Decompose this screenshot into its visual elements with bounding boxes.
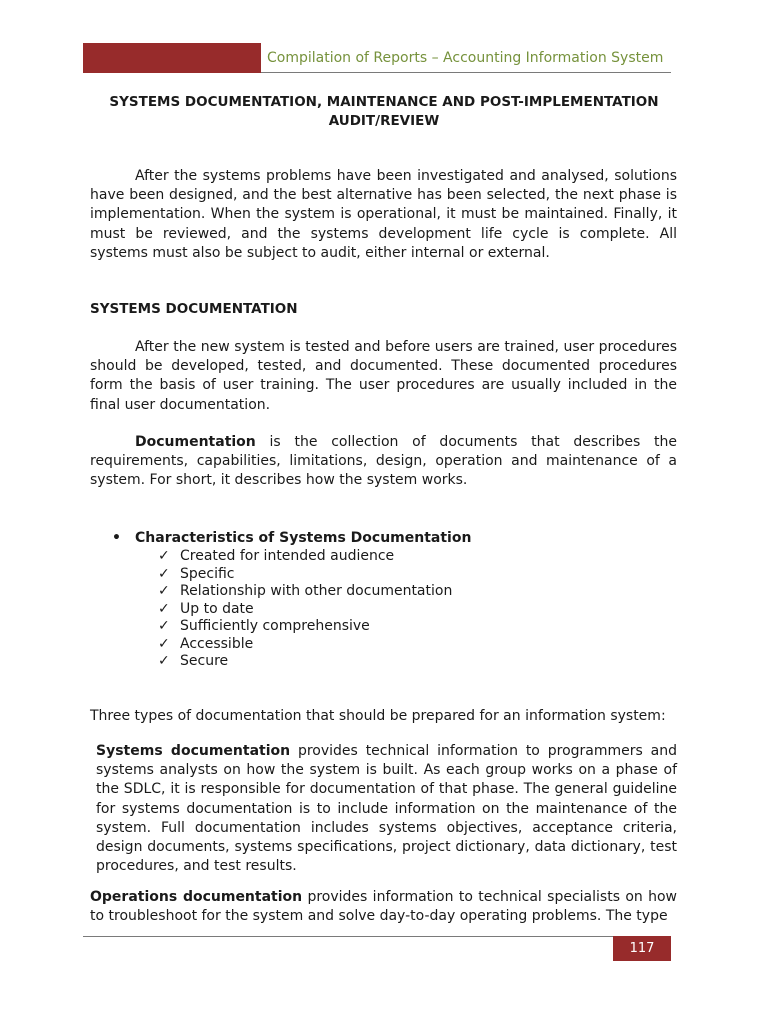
footer-rule <box>83 936 613 937</box>
systems-documentation-term: Systems documentation <box>96 743 291 759</box>
user-procedures-paragraph: After the new system is tested and before users are trained, user procedures should be developed, tested, and documented. These documented procedures form the basis of user training. The user procedures are usually included in the final user documentation. <box>90 339 677 413</box>
characteristics-heading: Characteristics of Systems Documentation <box>135 530 472 546</box>
checkmark-icon: ✓ <box>158 635 170 652</box>
list-item: ✓ Relationship with other documentation <box>158 583 453 599</box>
types-intro-paragraph: Three types of documentation that should be prepared for an information system: <box>90 708 666 724</box>
operations-documentation-text: provides information to technical specialists on how to troubleshoot for the system and solve day-to-day operating problems. The type <box>90 889 677 925</box>
checkmark-icon: ✓ <box>158 565 170 582</box>
page-number: 117 <box>613 936 671 961</box>
list-item: ✓ Specific <box>158 565 235 582</box>
characteristics-bullet <box>112 530 471 546</box>
checkmark-icon: ✓ <box>158 600 170 617</box>
running-header: Compilation of Reports – Accounting Information System <box>267 50 664 66</box>
checkmark-icon: ✓ <box>158 653 170 669</box>
list-item: ✓ Secure <box>158 653 229 669</box>
systems-documentation-text: provides technical information to programmers and systems analysts on how the system is built. As each group works on a phase of the SDLC, it is responsible for documentation of that phase. The general guideline for systems documentation is to include information on the maintenance of the system. Full documentation includes systems objectives, acceptance criteria, design documents, systems specifications, project dictionary, data dictionary, test procedures, and test results. <box>96 743 677 875</box>
list-item: ✓ Sufficiently comprehensive <box>158 618 370 634</box>
bullet-icon: • <box>112 530 121 546</box>
checkmark-icon: ✓ <box>158 618 170 634</box>
list-item: ✓ Up to date <box>158 600 254 617</box>
characteristics-list <box>158 548 452 671</box>
header-rule <box>261 72 671 73</box>
operations-documentation-paragraph <box>90 888 677 926</box>
page-title: SYSTEMS DOCUMENTATION, MAINTENANCE AND POST-IMPLEMENTATION AUDIT/REVIEW <box>109 94 659 129</box>
documentation-definition-paragraph <box>90 433 677 491</box>
section-heading-systems-documentation: SYSTEMS DOCUMENTATION <box>90 301 298 317</box>
list-item: ✓ Accessible <box>158 635 254 652</box>
documentation-term: Documentation <box>135 434 256 450</box>
operations-documentation-term: Operations documentation <box>90 889 303 905</box>
list-item: ✓ Created for intended audience <box>158 548 395 564</box>
systems-documentation-paragraph <box>96 742 677 876</box>
intro-paragraph: After the systems problems have been investigated and analysed, solutions have been designed, and the best alternative has been selected, the next phase is implementation. When the system is operational, it must be maintained. Finally, it must be reviewed, and the systems development life cycle is complete. All systems must also be subject to audit, either internal or external. <box>90 168 677 261</box>
header-accent-bar <box>83 43 261 73</box>
checkmark-icon: ✓ <box>158 583 170 599</box>
documentation-definition-text: is the collection of documents that describes the requirements, capabilities, limitations, design, operation and maintenance of a system. For short, it describes how the system works. <box>90 434 677 489</box>
checkmark-icon: ✓ <box>158 548 170 564</box>
